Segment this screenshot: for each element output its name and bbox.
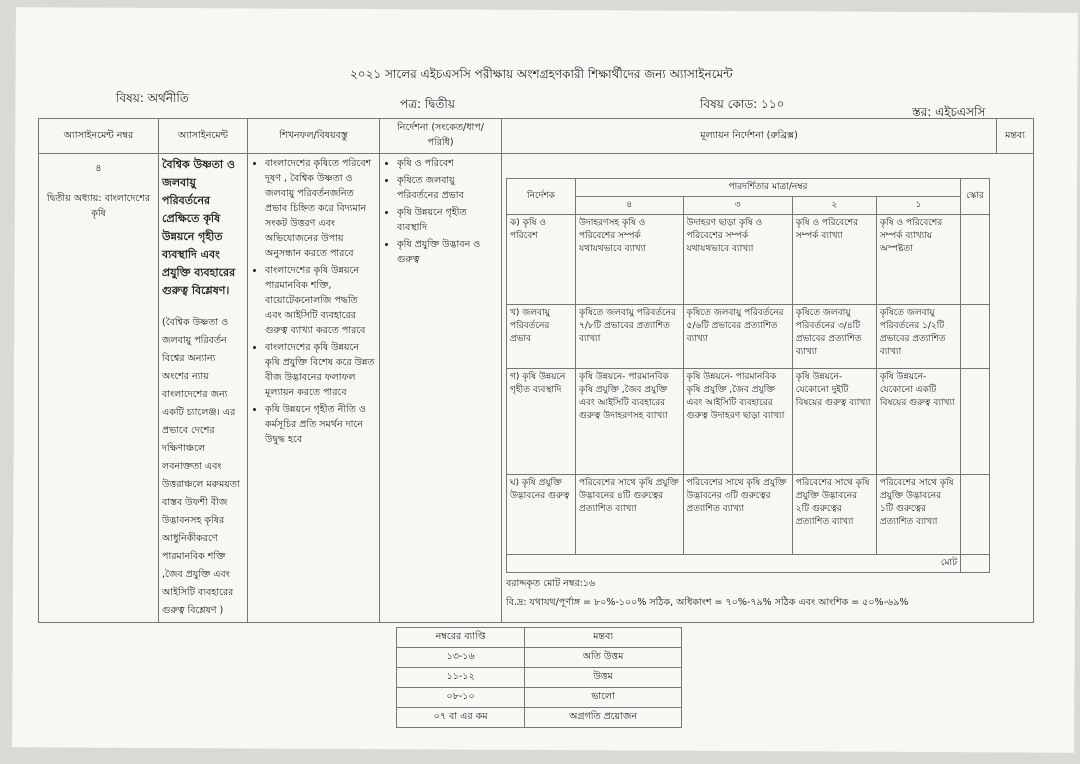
cell-evaluation: [502, 154, 1034, 623]
rubric-cell: পরিবেশের সাথে কৃষি প্রযুক্তি উদ্ভাবনের ২টি গুরুত্বের প্রত্যাশিত ব্যাখ্যা: [792, 475, 876, 555]
col-header-remark: মন্তব্য: [997, 119, 1034, 154]
grade-remark: অগ্রগতি প্রয়োজন: [525, 708, 682, 728]
rubric-table: [506, 178, 990, 573]
list-item: • কৃষিতে জলবায়ু পরিবর্তনের প্রভাব: [397, 173, 498, 203]
level-4: ৪: [576, 197, 684, 215]
rubric-score-header: স্কোর: [961, 179, 990, 215]
rubric-cell: পরিবেশের সাথে কৃষি প্রযুক্তি উদ্ভাবনের ১টি গুরুত্বের প্রত্যাশিত ব্যাখ্যা: [876, 475, 960, 555]
paper-label: পত্র: দ্বিতীয়: [400, 97, 455, 111]
grade-range: ১১-১২: [397, 668, 525, 688]
grade-remark: ভালো: [525, 688, 682, 708]
grade-range-table: [396, 627, 682, 728]
grade-header-row: [397, 628, 682, 648]
grade-remark: অতি উত্তম: [525, 648, 682, 668]
col-header-instruction: নির্দেশনা (সংকেত/ধাপ/ পরিধি): [380, 119, 502, 154]
list-item: • কৃষি উন্নয়নে গৃহীত নীতি ও কর্মসূচির প্রতি সমর্থন দানে উদ্বুদ্ধ হবে: [265, 402, 376, 447]
table-row: [397, 648, 682, 668]
rubric-total-label: মোট: [507, 555, 961, 573]
cell-instruction: [380, 154, 502, 623]
list-item: • বাংলাদেশের কৃষি উন্নয়নে পারমানবিক শক্তি, বায়োটেকনোলজি পদ্ধতি এবং আইসিটি ব্যবহারের গুরুত্ব ব্যাখ্যা করতে পারবে: [265, 263, 376, 338]
table-row: [397, 668, 682, 688]
instruction-list: [383, 156, 498, 267]
rubric-score: [961, 369, 990, 475]
list-item: • বাংলাদেশের কৃষিতে পরিবেশ দূষণ , বৈশ্বিক উষ্ণতা ও জলবায়ু পরিবর্তনজনিত প্রভাব চিহ্নিত করে বিদ্যমান সংকট উত্তরণ এবং অভিযোজনের উপায় অনুসন্ধান করতে পারবে: [265, 156, 376, 261]
grade-remark-header: মন্তব্য: [525, 628, 682, 648]
assignment-number: ৪: [95, 163, 102, 174]
outcome-list: [251, 156, 376, 447]
rubric-cell: কৃষিতে জলবায়ু পরিবর্তনের ৭/৮টি প্রভাবের প্রত্যাশিত ব্যাখ্যা: [576, 305, 684, 369]
rubric-criteria-header: নির্দেশক: [507, 179, 576, 215]
list-item: • কৃষি উন্নয়নে গৃহীত ব্যবস্থাদি: [397, 205, 498, 235]
grade-range-header: নম্বরের ব্যাপ্তি: [397, 628, 525, 648]
table-row: [507, 369, 990, 475]
table-header-row: [39, 119, 1034, 154]
rubric-header-row: [507, 179, 990, 197]
total-marks: বরাদ্দকৃত মোট নম্বর:১৬: [506, 578, 596, 589]
rubric-cell: পরিবেশের সাথে কৃষি প্রযুক্তি উদ্ভাবনের ৪টি গুরুত্বের প্রত্যাশিত ব্যাখ্যা: [576, 475, 684, 555]
rubric-cell: কৃষি উন্নয়নে- পারমানবিক কৃষি প্রযুক্তি ,জৈব প্রযুক্তি এবং আইসিটি ব্যবহারের গুরুত্ব উদাহরণ ছাড়া ব্যাখ্যা: [683, 369, 792, 475]
rubric-cell: কৃষি উন্নয়নে- যেকোনো দুইটি বিষয়ের গুরুত্ব ব্যাখ্যা: [792, 369, 876, 475]
rubric-level-row: [507, 197, 990, 215]
rubric-score: [961, 215, 990, 305]
subject-code-label: বিষয় কোড: ১১০: [700, 97, 785, 111]
table-row: [507, 305, 990, 369]
rubric-cell: কৃষি ও পরিবেশের সম্পর্ক ব্যাখ্যায় অস্পষ্টতা: [876, 215, 960, 305]
grade-range: ১৩-১৬: [397, 648, 525, 668]
rubric-cell: কৃষিতে জলবায়ু পরিবর্তনের ৩/৪টি প্রভাবের প্রত্যাশিত ব্যাখ্যা: [792, 305, 876, 369]
rubric-score: [961, 475, 990, 555]
rubric-cell: পরিবেশের সাথে কৃষি প্রযুক্তি উদ্ভাবনের ৩টি গুরুত্বের প্রত্যাশিত ব্যাখ্যা: [683, 475, 792, 555]
rubric-criterion: গ) কৃষি উন্নয়নে গৃহীত ব্যবস্থাদি: [507, 369, 576, 475]
level-1: ১: [876, 197, 960, 215]
rubric-criterion: খ) জলবায়ু পরিবর্তনের প্রভাব: [507, 305, 576, 369]
level-label: স্তর: এইচএসসি: [912, 105, 986, 119]
cell-outcome: [248, 154, 380, 623]
assignment-note: (বৈশ্বিক উষ্ণতা ও জলবায়ু পরিবর্তন বিশ্বের অন্যান্য অংশের ন্যায় বাংলাদেশের জন্য একটি চ্যালেঞ্জ। এর প্রভাবে দেশের দক্ষিণাঞ্চলে লবনাক্ততা এবং উত্তরাঞ্চলে মরুময়তা বাস্তব উফশী বীজ উদ্ভাবনসহ কৃষির আধুনিকীকরণে পারমানবিক শক্তি ,জৈব প্রযুক্তি এবং আইসিটি ব্যবহারের গুরুত্ব বিশ্লেষণ ): [162, 317, 240, 616]
rubric-cell: কৃষি ও পরিবেশের সম্পর্ক ব্যাখ্যা: [792, 215, 876, 305]
rubric-total-score: [961, 555, 990, 573]
document-title: ২০২১ সালের এইচএসসি পরীক্ষায় অংশগ্রহণকারী শিক্ষার্থীদের জন্য অ্যাসাইনমেন্ট: [350, 67, 733, 81]
grade-remark: উত্তম: [525, 668, 682, 688]
col-header-outcome: শিখনফল/বিষয়বস্তু: [248, 119, 380, 154]
col-header-assignment: অ্যাসাইনমেন্ট: [159, 119, 248, 154]
rubric-criterion: ঘ) কৃষি প্রযুক্তি উদ্ভাবনের গুরুত্ব: [507, 475, 576, 555]
table-row: [397, 708, 682, 728]
level-3: ৩: [683, 197, 792, 215]
grading-note: বি.দ্র: যথাযথ/পূর্ণাঙ্গ = ৮০%-১০০% সঠিক, অধিকাংশ = ৭০%-৭৯% সঠিক এবং আংশিক = ৫০%-৬৯%: [506, 597, 909, 608]
table-row: [507, 475, 990, 555]
rubric-cell: কৃষিতে জলবায়ু পরিবর্তনের ৫/৬টি প্রভাবের প্রত্যাশিত ব্যাখ্যা: [683, 305, 792, 369]
grade-range: ০৭ বা এর কম: [397, 708, 525, 728]
cell-assignment: [159, 154, 248, 623]
list-item: • কৃষি ও পরিবেশ: [397, 156, 498, 171]
rubric-total-row: [507, 555, 990, 573]
rubric-cell: কৃষি উন্নয়নে- যেকোনো একটি বিষয়ের গুরুত্ব ব্যাখ্যা: [876, 369, 960, 475]
assignment-table: [38, 118, 1034, 623]
rubric-cell: উদাহরণ ছাড়া কৃষি ও পরিবেশের সম্পর্ক যথাযথভাবে ব্যাখ্যা: [683, 215, 792, 305]
rubric-cell: কৃষিতে জলবায়ু পরিবর্তনের ১/২টি প্রভাবের প্রত্যাশিত ব্যাখ্যা: [876, 305, 960, 369]
cell-number: [39, 154, 159, 623]
level-2: ২: [792, 197, 876, 215]
chapter-name: দ্বিতীয় অধ্যায়: বাংলাদেশের কৃষি: [46, 193, 151, 219]
col-header-evaluation: মূল্যায়ন নির্দেশনা (রুব্রিক্স): [502, 119, 997, 154]
table-row: [397, 688, 682, 708]
list-item: • কৃষি প্রযুক্তি উদ্ভাবন ও গুরুত্ব: [397, 237, 498, 267]
assignment-title: বৈশ্বিক উষ্ণতা ও জলবায়ু পরিবর্তনের প্রেক্ষিতে কৃষি উন্নয়নে গৃহীত ব্যবস্থাদি এবং প্রযুক্তি ব্যবহারের গুরুত্ব বিশ্লেষণ।: [162, 158, 236, 297]
col-header-number: অ্যাসাইনমেন্ট নম্বর: [39, 119, 159, 154]
rubric-score: [961, 305, 990, 369]
table-row: [507, 215, 990, 305]
rubric-criterion: ক) কৃষি ও পরিবেশ: [507, 215, 576, 305]
grade-range: ০৮-১০: [397, 688, 525, 708]
rubric-levels-header: পারদর্শিতার মাত্রা/নম্বর: [576, 179, 961, 197]
rubric-cell: উদাহরণসহ কৃষি ও পরিবেশের সম্পর্ক যথাযথভাবে ব্যাখ্যা: [576, 215, 684, 305]
subject-label: বিষয়: অর্থনীতি: [116, 91, 189, 105]
table-row: [39, 154, 1034, 623]
rubric-cell: কৃষি উন্নয়নে- পারমানবিক কৃষি প্রযুক্তি ,জৈব প্রযুক্তি এবং আইসিটি ব্যবহারের গুরুত্ব উদাহরণসহ ব্যাখ্যা: [576, 369, 684, 475]
list-item: • বাংলাদেশের কৃষি উন্নয়নে কৃষি প্রযুক্তি বিশেষ করে উন্নত বীজ উদ্ভাবনের ফলাফল মূল্যায়ন করতে পারবে: [265, 340, 376, 400]
